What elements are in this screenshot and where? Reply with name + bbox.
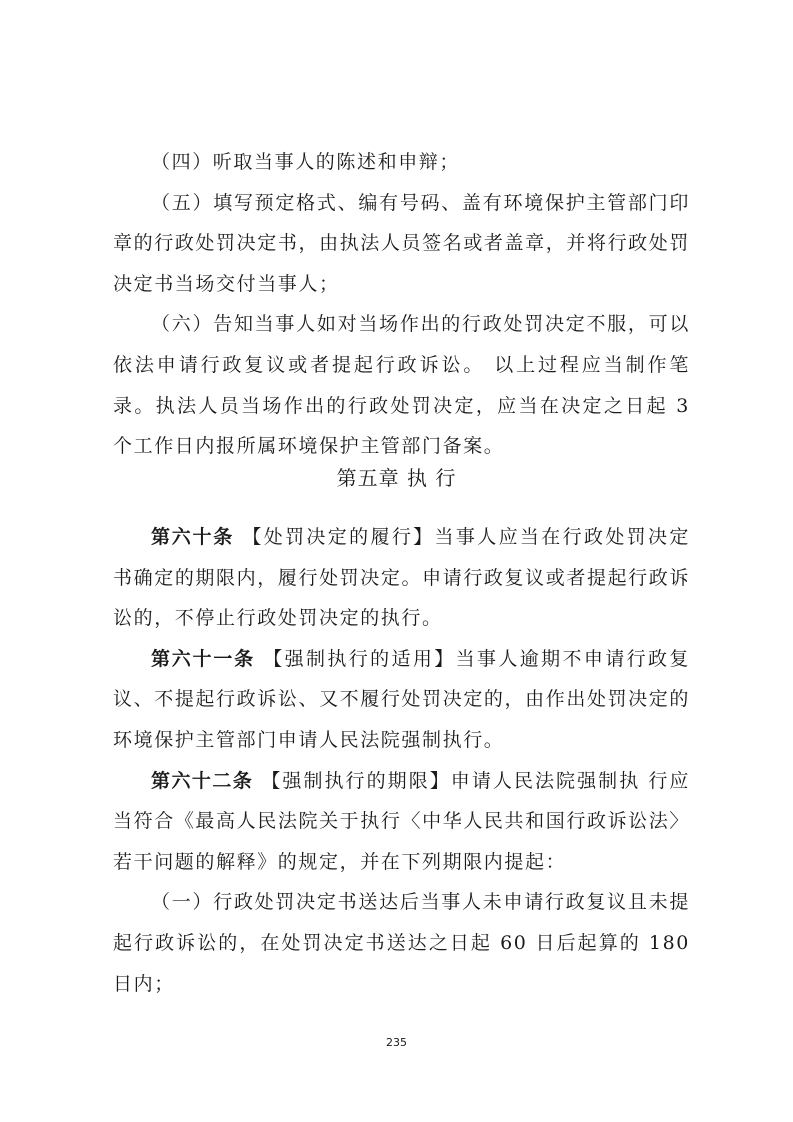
article-heading: 第六十二条 (151, 769, 254, 792)
paragraph-item-5: （五）填写预定格式、编有号码、盖有环境保护主管部门印章的行政处罚决定书，由执法人员签名或者盖章，并将行政处罚决定书当场交付当事人； (113, 191, 690, 295)
articles-section (113, 517, 690, 1004)
article-61 (113, 639, 690, 761)
article-body: 【处罚决定的履行】当事人应当在行政处罚决定书确定的期限内，履行处罚决定。申请行政复议或者提起行政诉讼的，不停止行政处罚决定的执行。 (113, 526, 690, 630)
article-heading: 第六十一条 (151, 647, 255, 670)
page-number: 235 (386, 1036, 407, 1049)
article-body: 【强制执行的期限】申请人民法院强制执 行应当符合《最高人民法院关于执行〈中华人民共和国行政诉讼法〉若干问题的解释》的规定，并在下列期限内提起： (113, 769, 690, 873)
article-heading: 第六十条 (151, 526, 234, 548)
section-one (113, 142, 690, 467)
paragraph-item-6: （六）告知当事人如对当场作出的行政处罚决定不服，可以依法申请行政复议或者提起行政诉讼。 以上过程应当制作笔录。执法人员当场作出的行政处罚决定，应当在决定之日起 3 个工作日内报所属环境保护主管部门备案。 (113, 313, 690, 458)
paragraph-item-1: （一）行政处罚决定书送达后当事人未申请行政复议且未提起行政诉讼的，在处罚决定书送达之日起 60 日后起算的 180日内； (113, 891, 690, 995)
article-60 (113, 517, 690, 639)
paragraph-item-4: （四）听取当事人的陈述和申辩； (151, 151, 461, 173)
article-62 (113, 761, 690, 883)
chapter-title: 第五章 执 行 (336, 466, 457, 490)
article-body: 【强制执行的适用】当事人逾期不申请行政复议、不提起行政诉讼、又不履行处罚决定的，由作出处罚决定的环境保护主管部门申请人民法院强制执行。 (113, 647, 690, 751)
